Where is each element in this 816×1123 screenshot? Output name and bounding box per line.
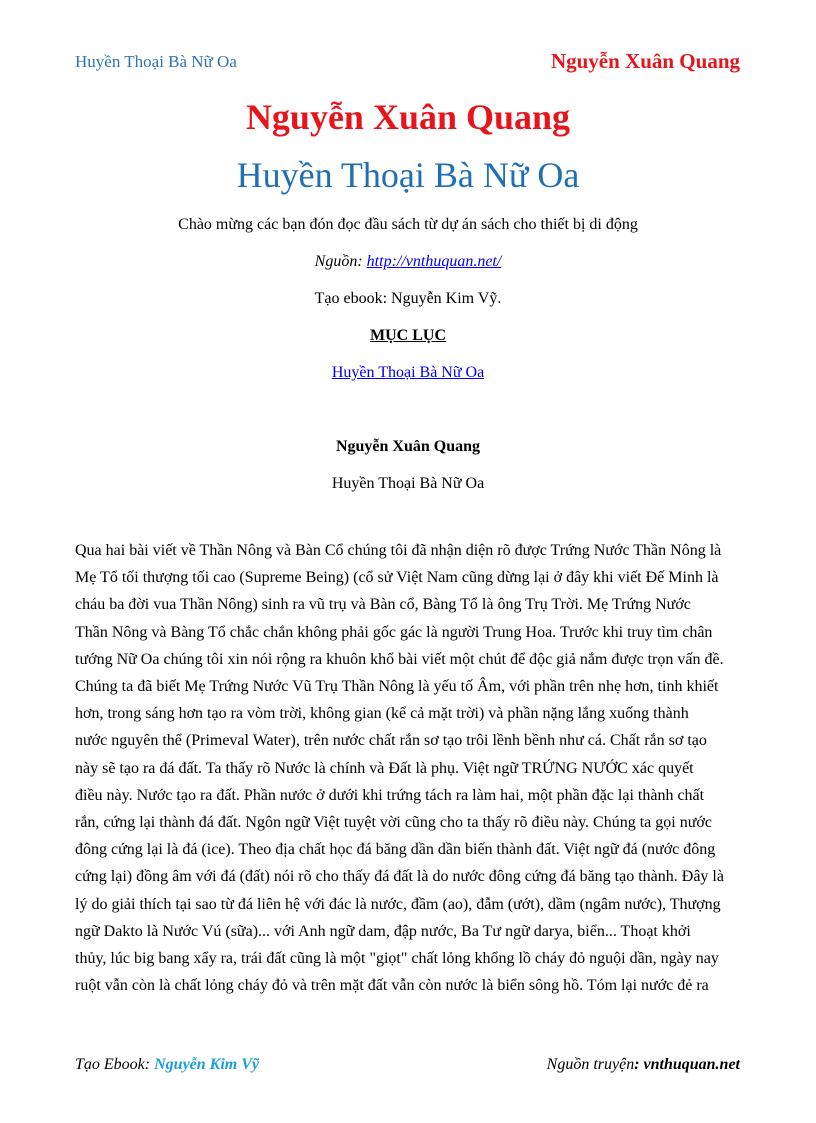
footer-right	[547, 1056, 740, 1074]
header-author: Nguyễn Xuân Quang	[550, 49, 740, 73]
ebook-creator: Tạo ebook: Nguyễn Kim Vỹ.	[314, 290, 502, 307]
chapter-author: Nguyễn Xuân Quang	[335, 438, 481, 455]
footer-creator-name: Nguyễn Kim Vỹ	[154, 1056, 259, 1073]
toc-link[interactable]: Huyền Thoại Bà Nữ Oa	[331, 364, 485, 381]
footer-creator-sep: :	[144, 1056, 155, 1073]
footer-source-label: Nguồn truyện	[546, 1056, 635, 1073]
source-link[interactable]: http://vnthuquan.net/	[366, 253, 502, 270]
page-title-book: Huyền Thoại Bà Nữ Oa	[236, 155, 580, 195]
footer-source-sep: :	[634, 1056, 644, 1073]
body-line: đông cứng lại là đá (ice). Theo địa chất học đá băng dần dần biến thành đất. Việt ngữ đá (nước đông	[75, 841, 716, 859]
body-line: nước nguyên thể (Primeval Water), trên nước chất rắn sơ tạo trôi lềnh bềnh như cá. Chất rắn sơ tạo	[75, 732, 707, 750]
toc-entry	[0, 364, 816, 382]
body-line: hơn, trong sáng hơn tạo ra vòm trời, không gian (kể cả mặt trời) và phần nặng lắng xuống thành	[75, 705, 689, 723]
body-line: lý do giải thích tại sao từ đá liên hệ với đác là nước, đầm (ao), đẫm (ướt), dầm (ngâm nước), Thượng	[75, 895, 721, 913]
body-paragraph	[75, 537, 745, 999]
chapter-title: Huyền Thoại Bà Nữ Oa	[331, 475, 485, 492]
body-line: này sẽ tạo ra đá đất. Ta thấy rõ Nước là chính và Đất là phụ. Việt ngữ TRỨNG NƯỚC xác quyết	[75, 759, 694, 777]
welcome-text: Chào mừng các bạn đón đọc đầu sách từ dự án sách cho thiết bị di động	[178, 216, 638, 233]
page-title-author: Nguyễn Xuân Quang	[245, 97, 571, 137]
body-line: Chúng ta đã biết Mẹ Trứng Nước Vũ Trụ Thần Nông là yếu tố Âm, với phần trên nhẹ hơn, tinh khiết	[75, 678, 719, 696]
header-book-title: Huyền Thoại Bà Nữ Oa	[75, 52, 237, 71]
footer-creator-label: Tạo Ebook	[75, 1056, 145, 1073]
body-line: Thần Nông và Bàng Tổ chắc chắn không phải gốc gác là người Trung Hoa. Trước khi truy tìm chân	[75, 623, 713, 641]
source-line	[0, 253, 816, 271]
body-line: ruột vẫn còn là chất lỏng cháy đỏ và trên mặt đất vẫn còn nước là biển sông hồ. Tóm lại nước đẻ ra	[75, 977, 709, 995]
body-line: Qua hai bài viết về Thần Nông và Bàn Cổ chúng tôi đã nhận diện rõ được Trứng Nước Thần Nông là	[75, 542, 722, 559]
footer-source-value: vnthuquan.net	[643, 1056, 740, 1073]
body-line: rắn, cứng lại thành đá đất. Ngôn ngữ Việt tuyệt vời cũng cho ta thấy rõ điều này. Chúng ta gọi nước	[75, 814, 712, 832]
body-line: ngữ Dakto là Nước Vú (sữa)... với Anh ngữ dam, đập nước, Ba Tư ngữ darya, biển... Thoạt khởi	[75, 922, 691, 940]
source-label: Nguồn:	[314, 253, 367, 270]
toc-heading: MỤC LỤC	[370, 327, 446, 344]
body-line: tướng Nữ Oa chúng tôi xin nói rộng ra khuôn khổ bài viết một chút để độc giả nắm được trọn vấn đề.	[75, 650, 724, 668]
body-line: cứng lại) đồng âm với đá (đất) nói rõ cho thấy đá đất là do nước đông cứng đá băng tạo thành. Đây là	[75, 868, 724, 886]
body-line: cháu ba đời vua Thần Nông) sinh ra vũ trụ và Bàn cổ, Bàng Tổ là ông Trụ Trời. Mẹ Trứng Nước	[75, 596, 691, 614]
body-line: Mẹ Tổ tối thượng tối cao (Supreme Being) (cổ sử Việt Nam cũng dừng lại ở đây khi viết Đế Minh là	[75, 569, 719, 587]
footer-left	[75, 1056, 259, 1074]
body-line: thủy, lúc big bang xẩy ra, trái đất cũng là một "giọt" chất lỏng khổng lồ cháy đỏ nguội dần, ngày nay	[75, 950, 719, 968]
body-line: điều này. Nước tạo ra đất. Phần nước ở dưới khi trứng tách ra làm hai, một phần đặc lại thành chất	[75, 786, 705, 804]
